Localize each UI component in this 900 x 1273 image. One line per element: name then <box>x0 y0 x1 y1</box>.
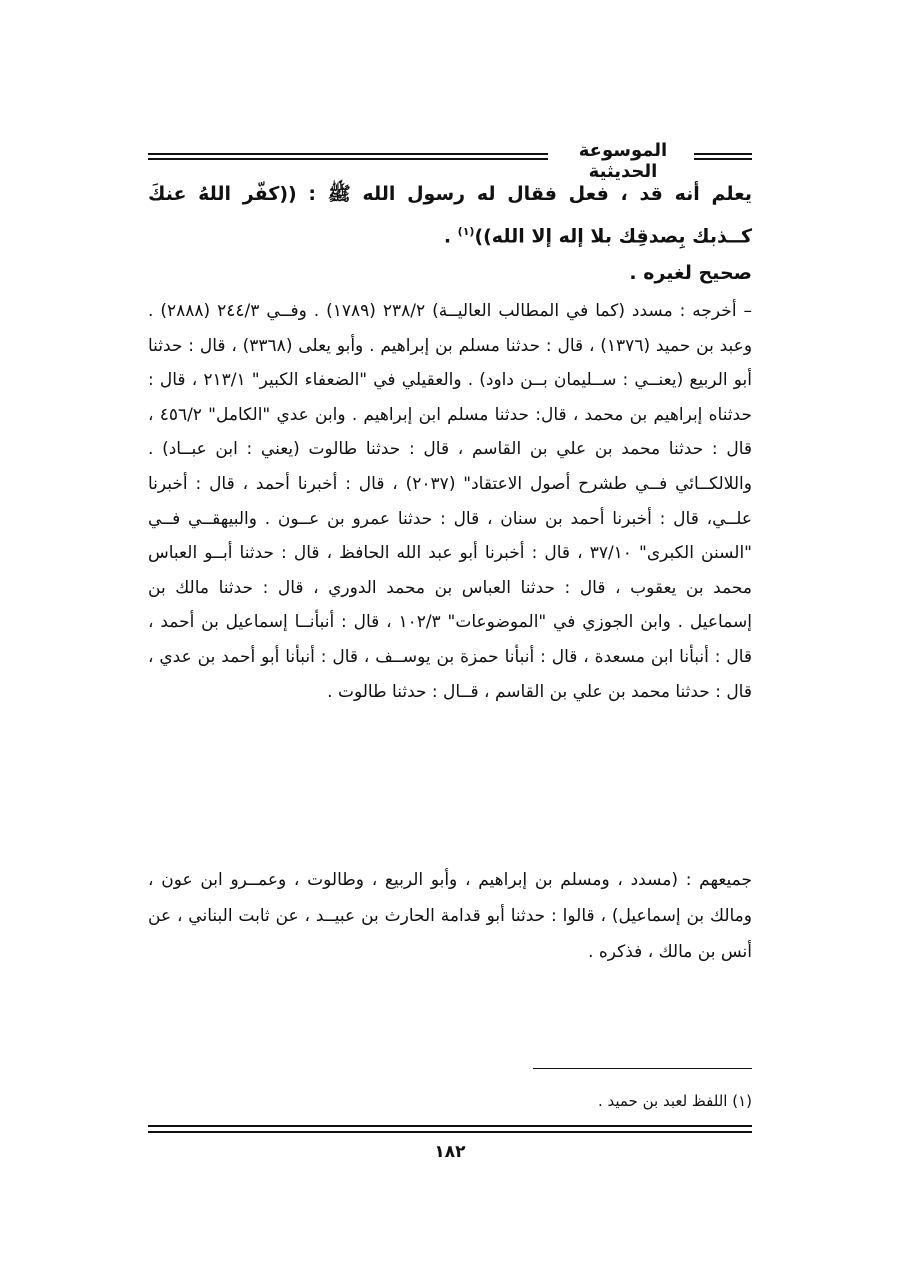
footer-rule-upper <box>148 1125 752 1127</box>
page-number: ١٨٢ <box>434 1142 466 1162</box>
hadith-body: يعلم أنه قد ، فعل فقال له رسول الله ﷺ : ((كفّر اللهُ عنكَ كــذبك بِصدقِك بلا إله إلا الله)) <box>148 183 752 248</box>
hadith-end: . <box>443 225 458 248</box>
header-rule-left <box>148 153 548 155</box>
header-title: الموسوعة الحديثية <box>578 140 668 182</box>
footnote-separator <box>533 1068 752 1069</box>
header-rule-right-lower <box>694 158 752 160</box>
footnote-reference: (١) <box>457 225 475 238</box>
jami-paragraph: جميعهم : (مسدد ، ومسلم بن إبراهيم ، وأبو الربيع ، وطالوت ، وعمــرو ابن عون ، ومالك بن إسماعيل) ، قالوا : حدثنا أبو قدامة الحارث بن عبيــد ، عن ثابت البناني ، عن أنس بن مالك ، فذكره . <box>148 870 752 962</box>
header-rule-right <box>694 153 752 155</box>
takhrij-paragraph: – أخرجه : مسدد (كما في المطالب العاليــة) ٢٣٨/٢ (١٧٨٩) . وفــي ٢٤٤/٣ (٢٨٨٨) . وعبد بن حميد (١٣٧٦) ، قال : حدثنا مسلم بن إبراهيم . وأبو يعلى (٣٣٦٨) ، قال : حدثنا أبو الربيع (يعنــي : ســليمان بــن داود) . والعقيلي في "الضعفاء الكبير" ٢١٣/١ ، قال : حدثناه إبراهيم بن محمد ، قال: حدثنا مسلم ابن إبراهيم . وابن عدي "الكامل" ٤٥٦/٢ ، قال : حدثنا محمد بن علي بن القاسم ، قال : حدثنا طالوت (يعني : ابن عبــاد) . واللالكــائي فــي طشرح أصول الاعتقاد" (٢٠٣٧) ، قال : أخبرنا أحمد ، قال : أخبرنا علــي، قال : أخبرنا أحمد بن سنان ، قال : حدثنا عمرو بن عــون . والبيهقــي فــي "السنن الكبرى" ٣٧/١٠ ، قال : أخبرنا أبو عبد الله الحافظ ، قال : حدثنا أبــو العباس محمد بن يعقوب ، قال : حدثنا العباس بن محمد الدوري ، قال : حدثنا مالك بن إسماعيل . وابن الجوزي في "الموضوعات" ١٠٢/٣ ، قال : أنبأنــا إسماعيل بن أحمد ، قال : أنبأنا ابن مسعدة ، قال : أنبأنا حمزة بن يوســف ، قال : أنبأنا أبو أحمد بن عدي ، قال : حدثنا محمد بن علي بن القاسم ، قــال : حدثنا طالوت . <box>148 301 753 702</box>
header-rule-left-lower <box>148 158 548 160</box>
hadith-grade: صحيح لغيره . <box>629 262 752 284</box>
footnote-text: (١) اللفظ لعبد بن حميد . <box>597 1092 752 1110</box>
running-header <box>148 140 752 182</box>
footer-rule-lower <box>148 1131 752 1133</box>
hadith-text <box>148 176 752 255</box>
